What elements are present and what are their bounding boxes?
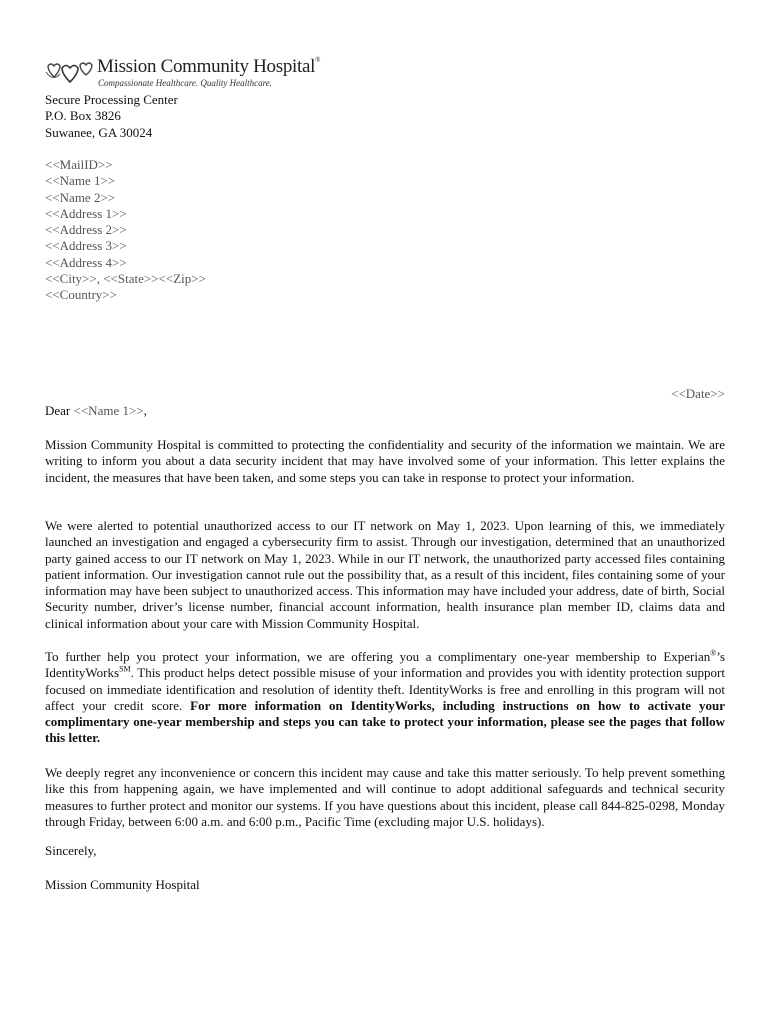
sender-line: Suwanee, GA 30024 — [45, 124, 153, 140]
recipient-country: <<Country>> — [45, 287, 117, 303]
salutation-prefix: Dear — [45, 403, 74, 418]
registered-mark: ® — [710, 648, 717, 658]
recipient-address-4: <<Address 4>> — [45, 254, 127, 270]
hospital-logo — [45, 56, 345, 90]
recipient-name-2: <<Name 2>> — [45, 189, 116, 205]
sender-line: P.O. Box 3826 — [45, 108, 121, 124]
recipient-address — [45, 157, 206, 304]
recipient-city-state-zip: <<City>>, <<State>><<Zip>> — [45, 271, 206, 287]
salutation-name: <<Name 1>> — [73, 403, 144, 418]
recipient-mail-id: <<MailID>> — [45, 157, 113, 172]
letter-date: <<Date>> — [671, 386, 725, 401]
recipient-address-2: <<Address 2>> — [45, 222, 127, 238]
recipient-address-1: <<Address 1>> — [45, 205, 127, 221]
salutation-suffix: , — [143, 403, 147, 418]
sender-line: Secure Processing Center — [45, 92, 178, 107]
recipient-name-1: <<Name 1>> — [45, 173, 116, 189]
identityworks-instructions-bold: For more information on IdentityWorks, including instructions on how to activate your complimentary one-year membership and steps you can take to protect your information, please see the pages that follow this letter. — [45, 697, 725, 746]
logo-tagline: Compassionate Healthcare. Quality Healthcare. — [98, 78, 273, 88]
closing: Sincerely, — [45, 843, 97, 858]
salutation — [45, 403, 147, 419]
logo-hospital-name: Mission Community Hospital® — [97, 56, 321, 77]
signature: Mission Community Hospital — [45, 877, 200, 892]
service-mark: SM — [119, 664, 131, 674]
paragraph-incident: We were alerted to potential unauthorized access to our IT network on May 1, 2023. Upon learning of this, we immediately launched an investigation and engaged a cybersecurity firm to assist. Through our investigation, determined that an unauthorized party gained access to our IT network on May 1, 2023. While in our IT network, the unauthorized party accessed files containing patient information. Our investigation cannot rule out the possibility that, as a result of this incident, files containing some of your information may have been subject to unauthorized access. This information may have included your address, date of birth, Social Security number, driver’s license number, financial account information, health insurance plan member ID, claims data and clinical information about your care with Mission Community Hospital. — [45, 518, 725, 631]
logo-registered-mark: ® — [315, 56, 321, 64]
paragraph-regret-contact: We deeply regret any inconvenience or concern this incident may cause and take this matter seriously. To help prevent something like this from happening again, we have implemented and will continue to adopt additional safeguards and technical security measures to further protect and monitor our systems. If you have questions about this incident, please call 844-825-0298, Monday through Friday, between 6:00 a.m. and 6:00 p.m., Pacific Time (excluding major U.S. holidays). — [45, 765, 725, 829]
hearts-logo-icon — [45, 60, 95, 86]
paragraph-identityworks: To further help you protect your information, we are offering you a complimentary one-year membership to Experian®’s IdentityWorks℠. This product helps detect possible misuse of your information and provides you with identity protection support focused on immediate identification and resolution of identity theft. IdentityWorks is free and enrolling in this program will not affect your credit score. For more information on IdentityWorks, including instructions on how to activate your complimentary one-year membership and steps you can take to protect your information, please see the pages that follow this letter. — [45, 648, 725, 746]
recipient-address-3: <<Address 3>> — [45, 238, 127, 254]
sender-address — [45, 92, 178, 141]
paragraph-intro: Mission Community Hospital is committed to protecting the confidentiality and security of the information we maintain. We are writing to inform you about a data security incident that may have involved some of your information. This letter explains the incident, the measures that have been taken, and some steps you can take in response to protect your information. — [45, 437, 725, 485]
